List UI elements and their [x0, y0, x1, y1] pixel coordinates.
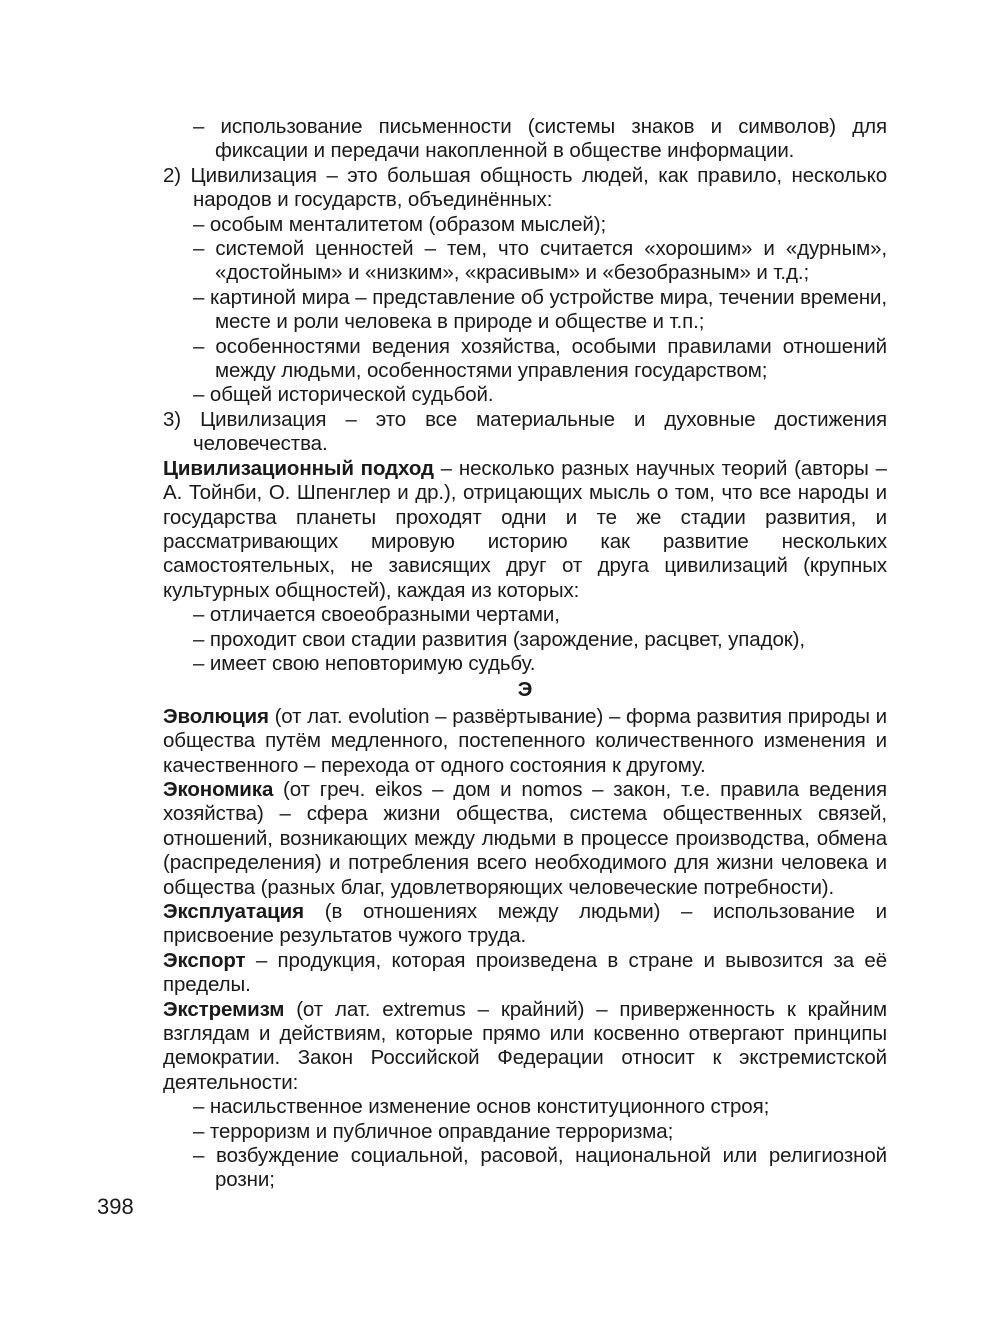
entry-extremism: [163, 998, 887, 1096]
entry-term: Эксплуатация: [163, 900, 305, 923]
entry-text: (от лат. extremus – крайний) – приверженность к крайним взглядам и действиям, которые прямо или косвенно отвергают принципы демократии. Закон Российской Федерации относит к экстремистской деятельности:: [163, 997, 887, 1094]
entry-evolution: [163, 705, 887, 778]
list-item: – отличается своеобразными чертами,: [193, 603, 560, 627]
entry-term: Экономика: [163, 777, 274, 801]
list-item-worldview: – картиной мира – представление об устройстве мира, течении времени, месте и роли человека в природе и обществе и т.п.;: [193, 285, 887, 334]
entry-text: (от лат. evolution – развёртывание) – форма развития природы и общества путём медленного, постепенного количественного изменения и качественного – перехода от одного состояния к другому.: [163, 704, 887, 777]
list-item-writing: – использование письменности (системы знаков и символов) для фиксации и передачи накопленной в обществе информации.: [193, 115, 887, 163]
page-text: [163, 115, 887, 1193]
entry-term: Эволюция: [163, 704, 269, 728]
entry-text: (в отношениях между людьми) – использование и присвоение результатов чужого труда.: [163, 900, 887, 948]
definition-item-3: 3) Цивилизация – это все материальные и духовные достижения человечества.: [163, 407, 887, 456]
list-item-history: – общей исторической судьбой.: [193, 383, 494, 407]
list-item: – насильственное изменение основ конституционного строя;: [193, 1095, 770, 1119]
page-number: 398: [97, 1194, 134, 1219]
entry-term: Экстремизм: [163, 997, 285, 1021]
entry-economy: [163, 778, 887, 900]
entry-export: [163, 949, 887, 998]
entry-term: Цивилизационный подход: [163, 456, 434, 480]
letter-heading: Э: [517, 678, 533, 702]
entry-civilizational-approach: [163, 457, 887, 603]
entry-term: Экспорт: [163, 948, 246, 972]
list-item: – терроризм и публичное оправдание терроризма;: [193, 1119, 674, 1143]
definition-item-2: 2) Цивилизация – это большая общность людей, как правило, несколько народов и государств, объединённых:: [163, 163, 887, 212]
list-item-values: – системой ценностей – тем, что считается «хорошим» и «дурным», «достойным» и «низким», «красивым» и «безобразным» и т.д.;: [193, 237, 887, 285]
entry-text: (от греч. eikos – дом и nomos – закон, т.е. правила ведения хозяйства) – сфера жизни общества, система общественных связей, отношений, возникающих между людьми в процессе производства, обмена (распределения) и потребления всего необходимого для жизни человека и общества (разных благ, удовлетворяющих человеческие потребности).: [163, 777, 887, 899]
list-item-economy: – особенностями ведения хозяйства, особыми правилами отношений между людьми, особенностями управления государством;: [193, 334, 887, 383]
list-item: – возбуждение социальной, расовой, национальной или религиозной розни;: [193, 1144, 887, 1192]
list-item-mentality: – особым менталитетом (образом мыслей);: [193, 212, 607, 236]
entry-exploitation: [163, 900, 887, 949]
list-item: – имеет свою неповторимую судьбу.: [193, 651, 536, 675]
list-item: – проходит свои стадии развития (зарождение, расцвет, упадок),: [193, 627, 805, 651]
entry-text: – несколько разных научных теорий (авторы – А. Тойнби, О. Шпенглер и др.), отрицающих мысль о том, что все народы и государства планеты проходят одни и те же стадии развития, и рассматривающих мировую историю как развитие нескольких самостоятельных, не зависящих друг от друга цивилизаций (крупных культурных общностей), каждая из которых:: [163, 456, 887, 602]
entry-text: – продукция, которая произведена в стране и вывозится за её пределы.: [163, 948, 887, 997]
